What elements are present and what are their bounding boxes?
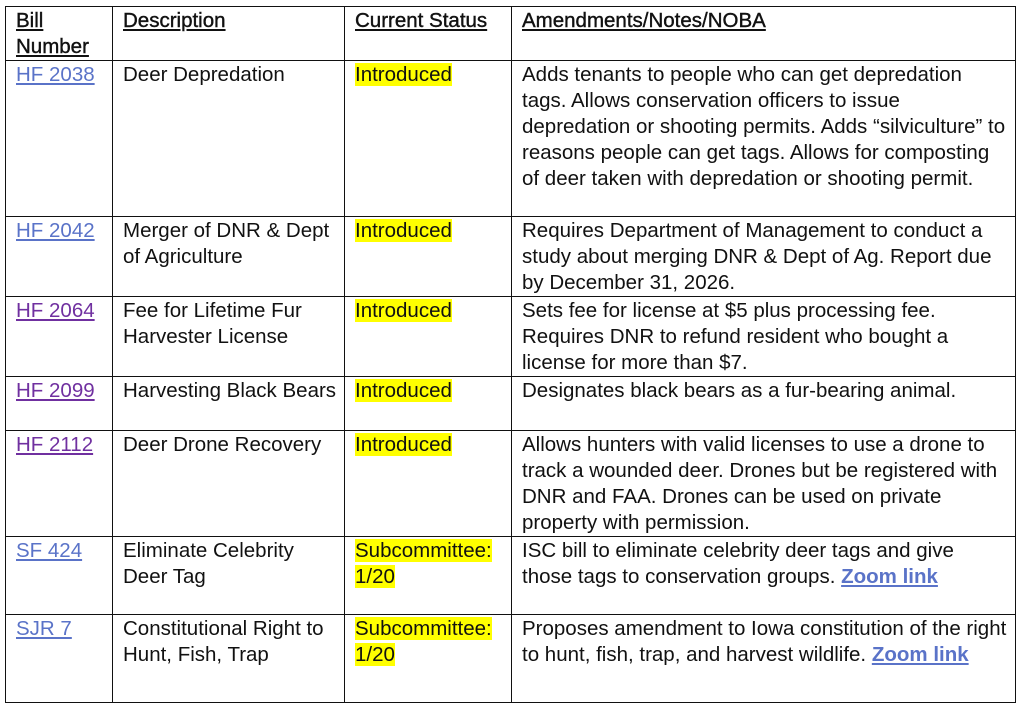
bill-cell bbox=[6, 61, 113, 217]
status-cell bbox=[345, 615, 512, 703]
description: Merger of DNR & Dept of Agriculture bbox=[123, 219, 330, 268]
table-row bbox=[6, 217, 1016, 297]
notes-text: Adds tenants to people who can get depredation tags. Allows conservation officers to issue depredation or shooting permits. Adds “silviculture” to reasons people can get tags. Allows for composting of deer taken with depredation or shooting permit. bbox=[522, 63, 1006, 190]
table-row bbox=[6, 377, 1016, 431]
notes-text: Designates black bears as a fur-bearing animal. bbox=[522, 379, 957, 402]
status-cell bbox=[345, 61, 512, 217]
notes-cell bbox=[512, 217, 1016, 297]
notes-cell bbox=[512, 61, 1016, 217]
bill-cell bbox=[6, 537, 113, 615]
bill-link[interactable]: SF 424 bbox=[16, 539, 83, 562]
zoom-link[interactable]: Zoom link bbox=[841, 565, 938, 588]
table-row bbox=[6, 431, 1016, 537]
status-cell bbox=[345, 217, 512, 297]
status-cell bbox=[345, 297, 512, 377]
notes-cell bbox=[512, 537, 1016, 615]
table-row bbox=[6, 61, 1016, 217]
bill-link[interactable]: SJR 7 bbox=[16, 617, 72, 640]
notes-cell bbox=[512, 431, 1016, 537]
description-cell bbox=[113, 615, 345, 703]
status-badge: Introduced bbox=[355, 219, 452, 242]
zoom-link[interactable]: Zoom link bbox=[871, 643, 969, 666]
notes-text: Allows hunters with valid licenses to use a drone to track a wounded deer. Drones but be registered with DNR and FAA. Drones can be used on private property with permission. bbox=[522, 433, 998, 534]
header-status: Current Status bbox=[345, 7, 512, 61]
description-cell bbox=[113, 61, 345, 217]
description: Harvesting Black Bears bbox=[123, 379, 337, 402]
description: Deer Drone Recovery bbox=[123, 433, 322, 456]
header-row bbox=[6, 7, 1016, 61]
bill-link[interactable]: HF 2038 bbox=[16, 63, 95, 86]
header-notes: Amendments/Notes/NOBA bbox=[512, 7, 1016, 61]
notes-text: Proposes amendment to Iowa constitution of the right to hunt, fish, trap, and harvest wildlife. bbox=[522, 617, 1007, 666]
notes-text: Sets fee for license at $5 plus processing fee. Requires DNR to refund resident who bought a license for more than $7. bbox=[522, 299, 949, 374]
status-cell bbox=[345, 431, 512, 537]
description: Fee for Lifetime Fur Harvester License bbox=[123, 299, 302, 348]
table-row bbox=[6, 537, 1016, 615]
header-description: Description bbox=[113, 7, 345, 61]
table-row bbox=[6, 615, 1016, 703]
header-bill-number: Bill Number bbox=[6, 7, 113, 61]
bill-cell bbox=[6, 377, 113, 431]
description: Eliminate Celebrity Deer Tag bbox=[123, 539, 294, 588]
status-badge: Introduced bbox=[355, 63, 452, 86]
bill-link[interactable]: HF 2099 bbox=[16, 379, 95, 402]
status-cell bbox=[345, 377, 512, 431]
description-cell bbox=[113, 537, 345, 615]
status-cell bbox=[345, 537, 512, 615]
status-badge: Subcommittee: 1/20 bbox=[355, 539, 492, 588]
bill-cell bbox=[6, 217, 113, 297]
bill-table bbox=[5, 6, 1016, 703]
status-badge: Introduced bbox=[355, 379, 452, 402]
description-cell bbox=[113, 297, 345, 377]
notes-cell bbox=[512, 377, 1016, 431]
notes-cell bbox=[512, 297, 1016, 377]
description-cell bbox=[113, 217, 345, 297]
bill-cell bbox=[6, 297, 113, 377]
table-row bbox=[6, 297, 1016, 377]
notes-text: Requires Department of Management to conduct a study about merging DNR & Dept of Ag. Report due by December 31, 2026. bbox=[522, 219, 992, 294]
status-badge: Subcommittee: 1/20 bbox=[355, 617, 492, 666]
description-cell bbox=[113, 377, 345, 431]
description-cell bbox=[113, 431, 345, 537]
notes-text: ISC bill to eliminate celebrity deer tags and give those tags to conservation groups. bbox=[522, 539, 954, 588]
bill-link[interactable]: HF 2064 bbox=[16, 299, 95, 322]
bill-link[interactable]: HF 2112 bbox=[16, 433, 94, 456]
status-badge: Introduced bbox=[355, 433, 452, 456]
bill-link[interactable]: HF 2042 bbox=[16, 219, 95, 242]
bill-cell bbox=[6, 615, 113, 703]
status-badge: Introduced bbox=[355, 299, 452, 322]
notes-cell bbox=[512, 615, 1016, 703]
description: Deer Depredation bbox=[123, 63, 285, 86]
description: Constitutional Right to Hunt, Fish, Trap bbox=[123, 617, 324, 666]
bill-cell bbox=[6, 431, 113, 537]
